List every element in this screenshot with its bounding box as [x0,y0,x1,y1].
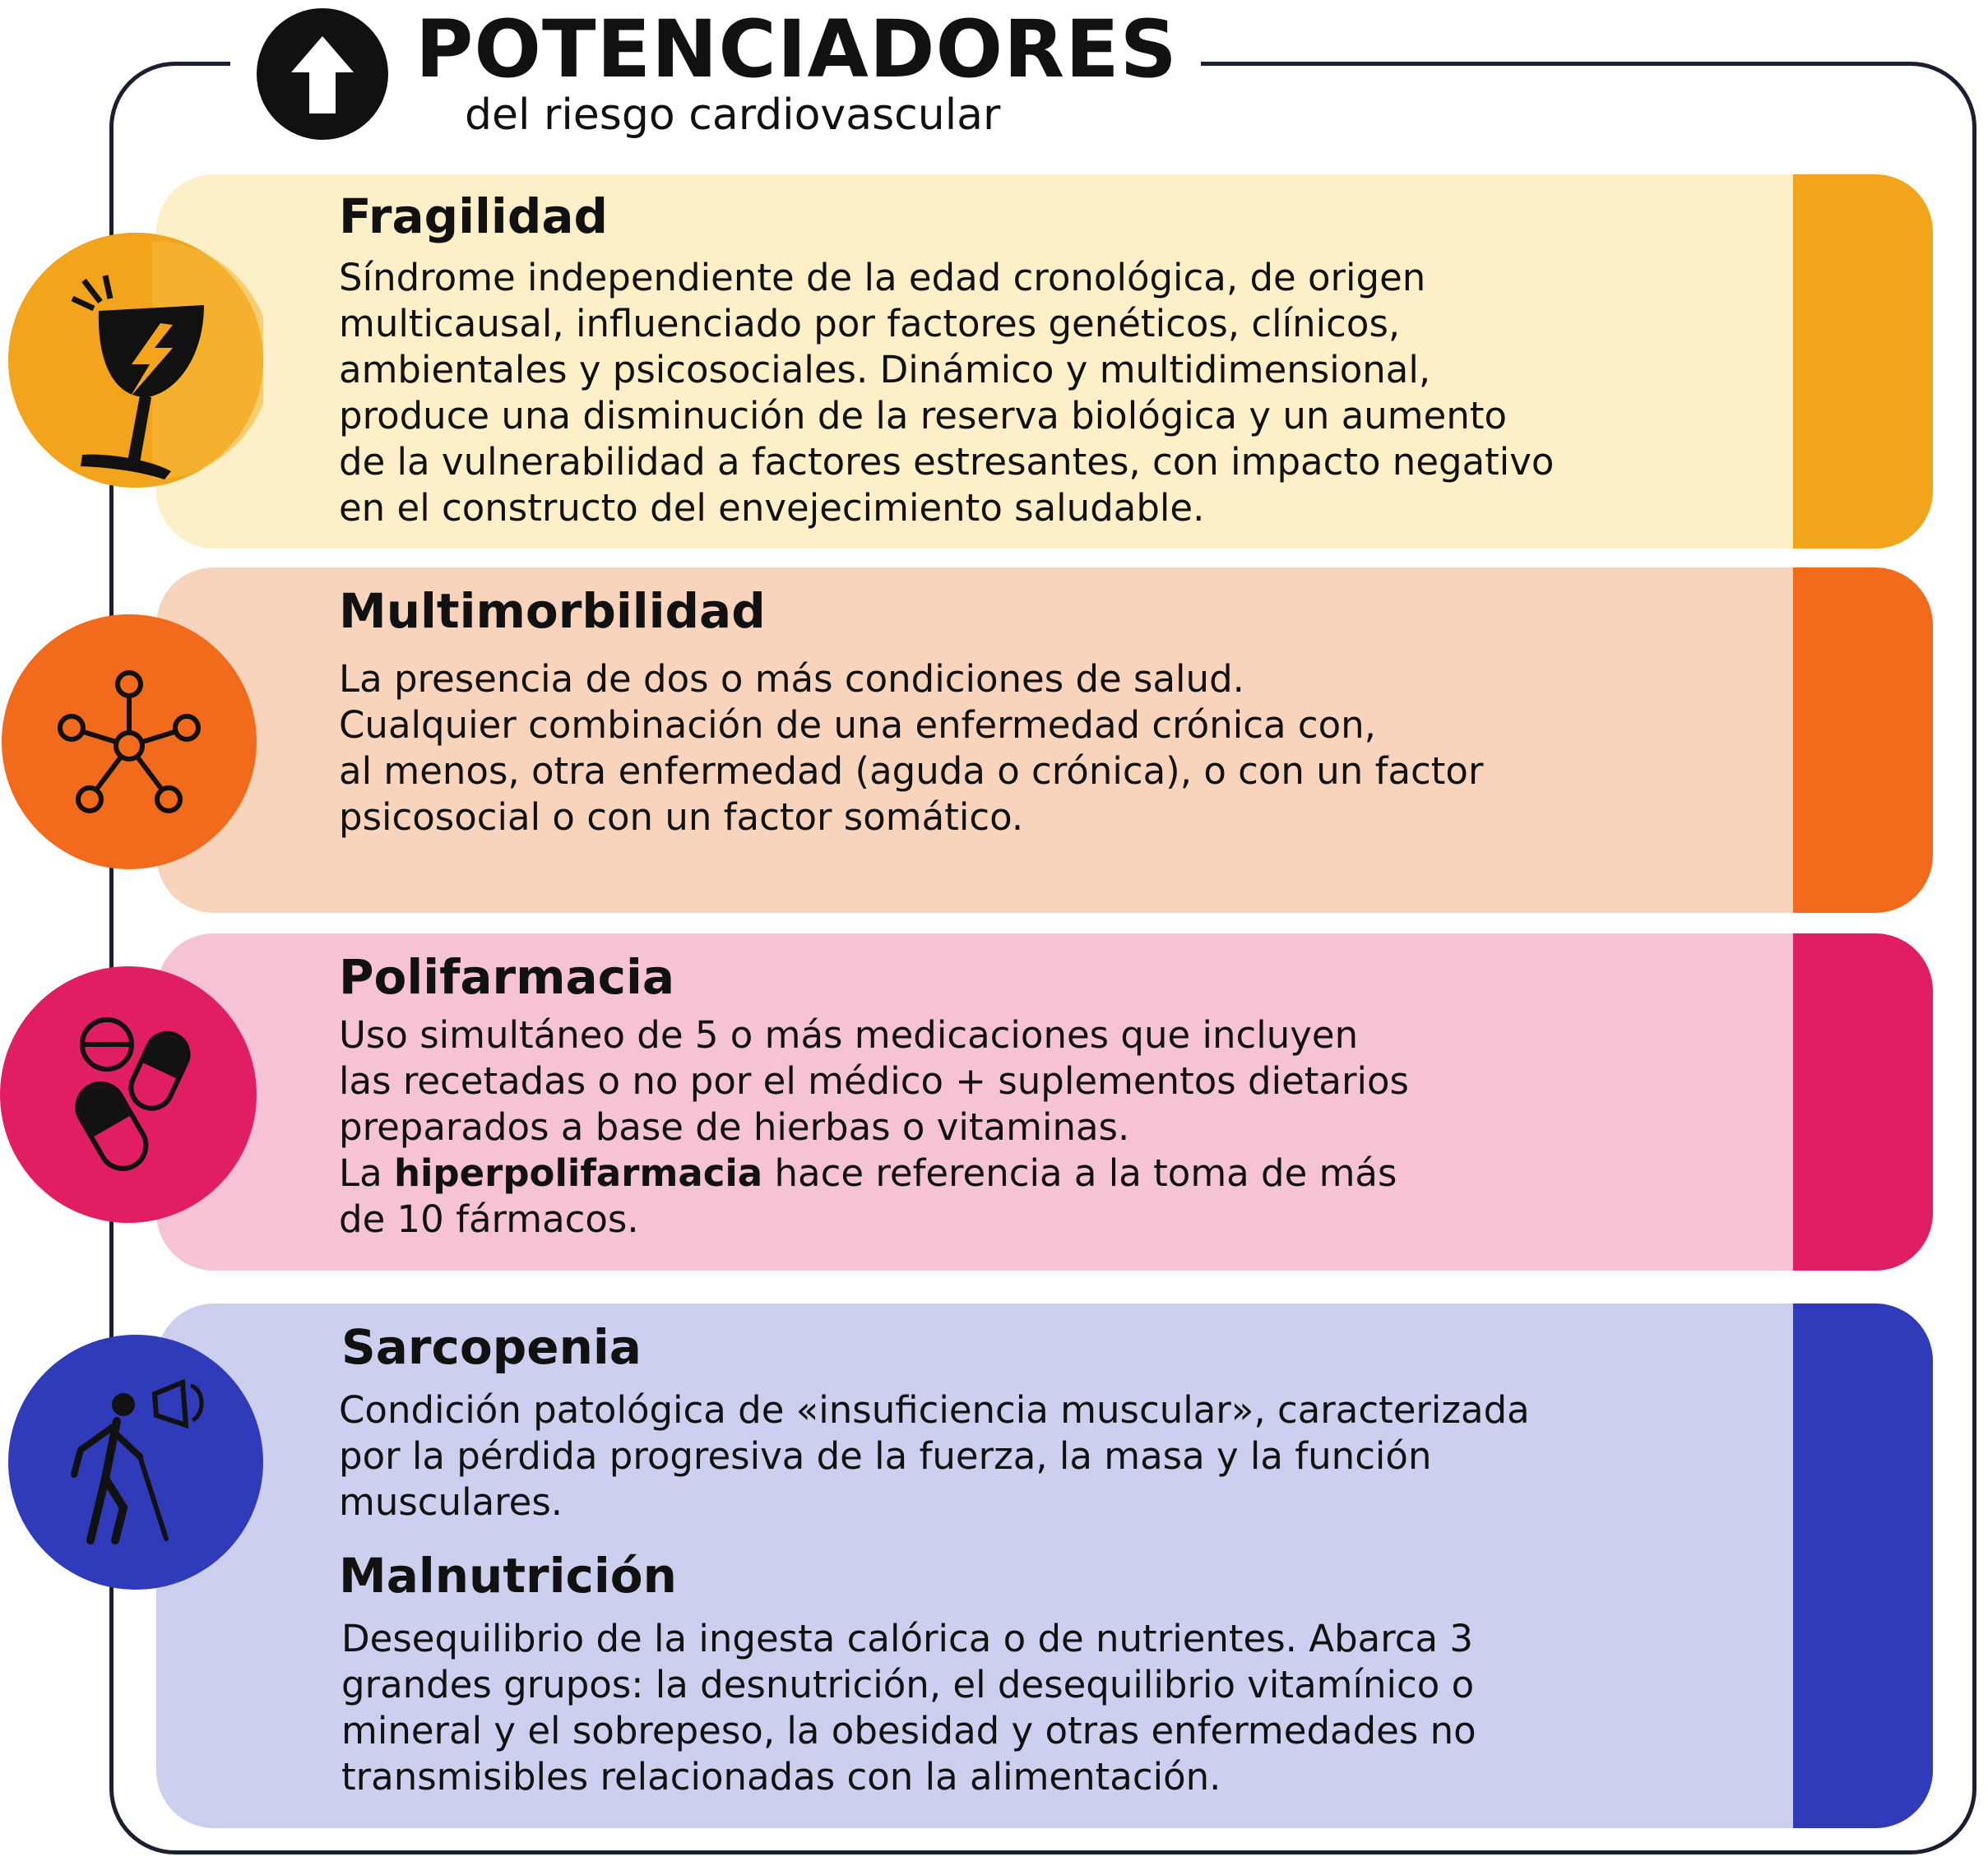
card-accent-tab [1793,1303,1933,1828]
text-segment: hace referencia a la toma de más de 10 fármacos. [339,1151,1397,1241]
card-description-malnutricion: Desequilibrio de la ingesta calórica o de nutrientes. Abarca 3 grandes grupos: la desnutrición, el desequilibrio vitamínico o mineral y el sobrepeso, la obesidad y otras enfermedades no transmisibles relacionadas con la alimentación. [341,1617,1476,1799]
card-polifarmacia [156,933,1933,1271]
card-accent-tab [1793,933,1933,1271]
card-title: Fragilidad [339,188,608,244]
card-fragilidad [156,174,1933,549]
card-sarcopenia-malnutricion [156,1303,1933,1828]
card-accent-tab [1793,567,1933,913]
network-nodes-icon [2,614,257,869]
elderly-person-with-cane-icon [8,1335,263,1590]
card-description-sarcopenia: Condición patológica de «insuficiencia muscular», caracterizada por la pérdida progresiva de la fuerza, la masa y la función musculares. [339,1388,1530,1524]
card-description: Síndrome independiente de la edad cronológica, de origen multicausal, influenciado por factores genéticos, clínicos, ambientales y psicosociales. Dinámico y multidimensional, produce una disminución de la reserva biológica y un aumento de la vulnerabilidad a factores estresantes, con impacto negativo en el constructo del envejecimiento saludable. [339,256,1555,530]
text-segment: Uso simultáneo de 5 o más medicaciones que incluyen las recetadas o no por el médico + suplementos dietarios preparados a base de hierbas o vitaminas. La [339,1013,1409,1195]
card-title: Multimorbilidad [339,583,766,639]
page-title: POTENCIADORES [415,3,1178,95]
card-title-malnutricion: Malnutrición [339,1548,677,1604]
card-multimorbilidad [156,567,1933,913]
highlighted-term: hiperpolifarmacia [393,1151,763,1195]
broken-glass-icon [8,233,263,488]
card-title-sarcopenia: Sarcopenia [341,1319,642,1375]
card-accent-tab [1793,174,1933,549]
card-title: Polifarmacia [339,949,675,1005]
page-subtitle: del riesgo cardiovascular [465,90,1001,140]
arrow-up-icon [257,8,388,140]
card-description: La presencia de dos o más condiciones de salud. Cualquier combinación de una enfermedad crónica con, al menos, otra enfermedad (aguda o crónica), o con un factor psicosocial o con un factor somático. [339,657,1484,839]
pills-icon [0,966,257,1223]
card-description [339,1012,1409,1243]
